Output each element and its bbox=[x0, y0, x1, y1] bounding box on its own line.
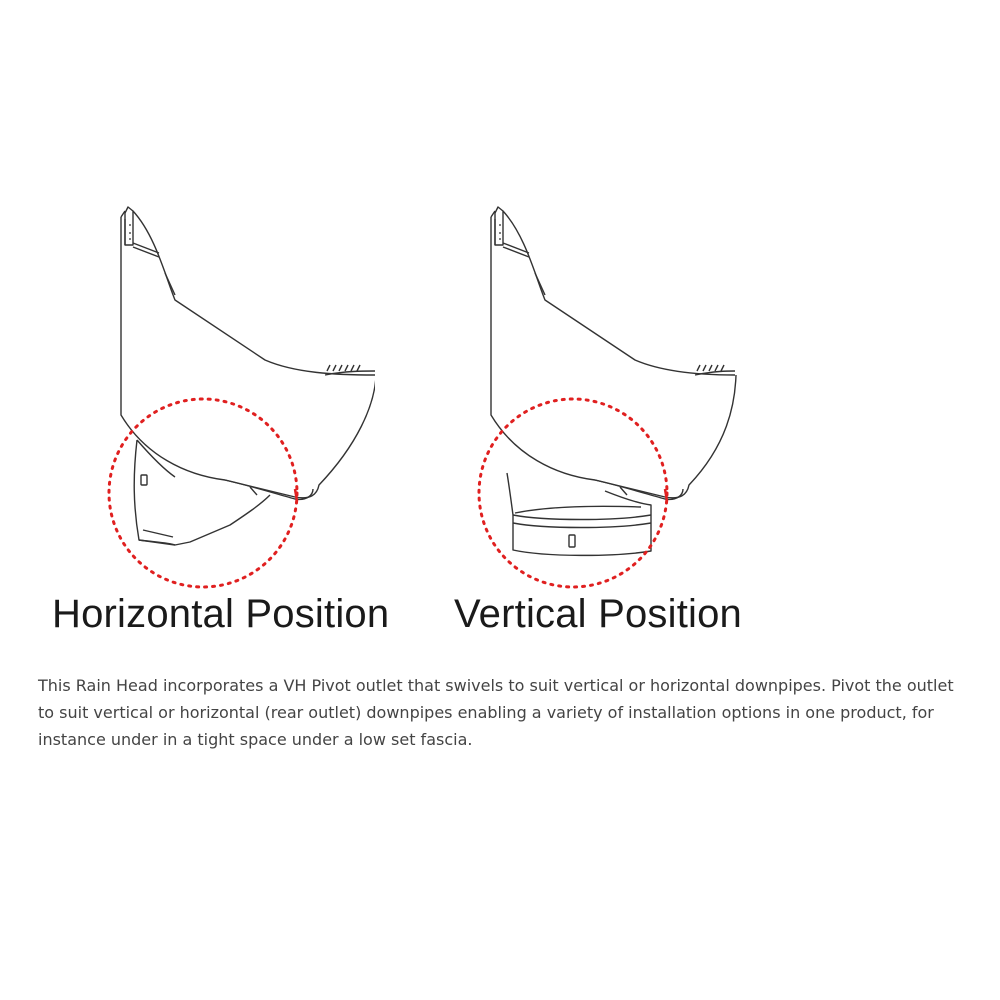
rain-head-vertical-outlet-icon bbox=[465, 195, 745, 605]
product-description: This Rain Head incorporates a VH Pivot outlet that swivels to suit vertical or horizontal downpipes. Pivot the outlet to suit vertical or horizontal (rear outlet) downpipes enabling a variety of installation options in one product, for instance under in a tight space under a low set fascia. bbox=[38, 676, 954, 749]
rain-head-horizontal-outlet-icon bbox=[95, 195, 375, 605]
horizontal-position-caption: Horizontal Position bbox=[52, 592, 390, 636]
rain-head-diagram-vertical bbox=[465, 195, 745, 605]
vertical-position-caption: Vertical Position bbox=[454, 592, 742, 636]
rain-head-diagram-horizontal bbox=[95, 195, 375, 605]
